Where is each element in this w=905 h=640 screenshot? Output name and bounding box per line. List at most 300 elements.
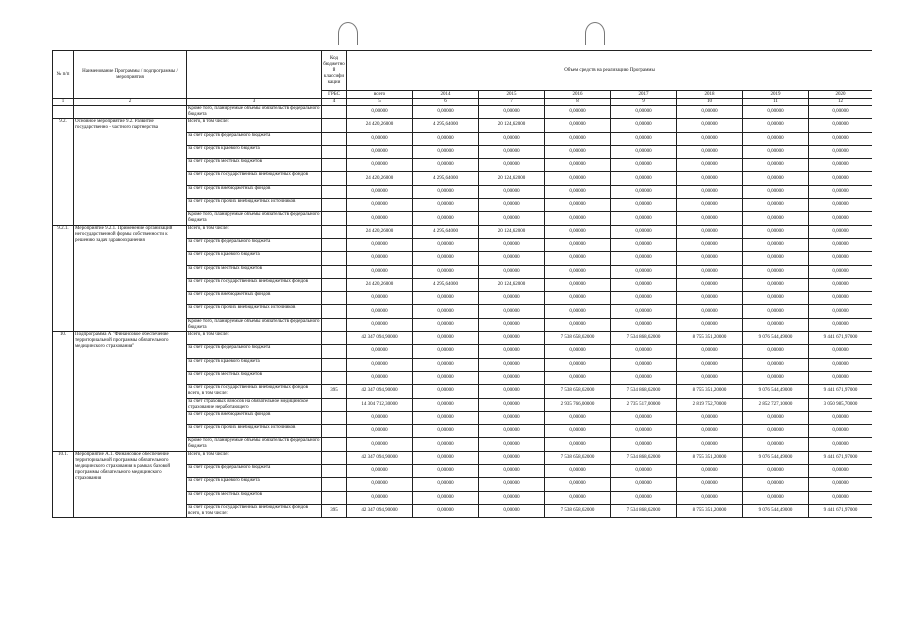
program-name: Основное мероприятие 9.2. Развитие государственно - частного партнерства xyxy=(74,119,187,225)
program-name xyxy=(74,106,187,119)
amount-year: 7 538 658,62000 xyxy=(545,332,611,345)
amount-year: 0,00000 xyxy=(479,385,545,398)
amount-year: 0,00000 xyxy=(677,212,743,225)
amount-year: 0,00000 xyxy=(611,212,677,225)
kbk-code xyxy=(322,358,347,371)
amount-year: 0,00000 xyxy=(413,345,479,358)
amount-year: 0,00000 xyxy=(545,172,611,185)
funding-source: Кроме того, планируемые объемы обязательств федерального бюджета xyxy=(188,212,320,224)
amount-year: 0,00000 xyxy=(479,145,545,158)
amount-year: 0,00000 xyxy=(677,292,743,305)
amount-year: 0,00000 xyxy=(611,358,677,371)
amount-total: 0,00000 xyxy=(347,132,413,145)
amount-year: 0,00000 xyxy=(611,438,677,451)
amount-year: 0,00000 xyxy=(413,451,479,464)
amount-year: 0,00000 xyxy=(677,132,743,145)
amount-year: 0,00000 xyxy=(413,265,479,278)
amount-year: 0,00000 xyxy=(743,145,809,158)
kbk-code xyxy=(322,465,347,478)
funding-source: за счет средств местных бюджетов xyxy=(187,159,322,172)
column-index: 8 xyxy=(545,99,611,106)
funding-source: за счет средств федерального бюджета xyxy=(187,465,322,478)
amount-year: 0,00000 xyxy=(611,159,677,172)
amount-year: 0,00000 xyxy=(809,252,873,265)
amount-year: 9 441 671,97000 xyxy=(809,385,873,398)
amount-year: 0,00000 xyxy=(611,225,677,238)
amount-year: 0,00000 xyxy=(611,371,677,384)
program-name: Мероприятие 9.2.1. Применение организаций негосударственной формы собственности к решению задач здравоохранения xyxy=(74,225,187,331)
amount-year: 3 050 985,70000 xyxy=(809,398,873,411)
amount-year: 0,00000 xyxy=(611,238,677,251)
kbk-code xyxy=(322,119,347,132)
header-volume: Объем средств на реализацию Программы xyxy=(347,51,873,91)
funding-source: за счет средств местных бюджетов xyxy=(187,371,322,384)
amount-year: 0,00000 xyxy=(545,225,611,238)
amount-year: 20 124,62000 xyxy=(479,172,545,185)
amount-year: 0,00000 xyxy=(413,371,479,384)
amount-year: 0,00000 xyxy=(479,159,545,172)
amount-year: 0,00000 xyxy=(545,465,611,478)
kbk-code xyxy=(322,398,347,411)
column-index: 9 xyxy=(611,99,677,106)
amount-year: 20 124,62000 xyxy=(479,225,545,238)
amount-year: 7 538 658,62000 xyxy=(545,451,611,464)
amount-year: 0,00000 xyxy=(545,305,611,318)
amount-year: 0,00000 xyxy=(479,478,545,491)
amount-total: 0,00000 xyxy=(347,358,413,371)
amount-year: 2 935 766,00000 xyxy=(545,398,611,411)
funding-source: за счет средств государственных внебюджетных фондов всего, в том числе: xyxy=(187,504,322,517)
amount-year: 0,00000 xyxy=(545,371,611,384)
header-year: 2015 xyxy=(479,91,545,99)
funding-source: Всего, в том числе: xyxy=(187,225,322,238)
amount-total: 0,00000 xyxy=(347,159,413,172)
amount-year: 0,00000 xyxy=(479,132,545,145)
amount-year: 0,00000 xyxy=(677,106,743,119)
amount-year: 0,00000 xyxy=(479,318,545,331)
kbk-code xyxy=(322,159,347,172)
column-index: 2 xyxy=(74,99,187,106)
amount-year: 0,00000 xyxy=(413,398,479,411)
amount-total: 0,00000 xyxy=(347,345,413,358)
amount-year: 0,00000 xyxy=(743,278,809,291)
amount-year: 0,00000 xyxy=(809,438,873,451)
amount-year: 8 755 351,20000 xyxy=(677,385,743,398)
amount-year: 0,00000 xyxy=(479,411,545,424)
scan-artifact xyxy=(585,22,605,45)
amount-year: 0,00000 xyxy=(677,371,743,384)
amount-year: 0,00000 xyxy=(809,199,873,212)
kbk-code xyxy=(322,305,347,318)
funding-source: за счет средств государственных внебюджетных фондов xyxy=(187,172,322,185)
amount-year: 0,00000 xyxy=(677,358,743,371)
kbk-code: 395 xyxy=(322,385,347,398)
kbk-code xyxy=(322,318,347,331)
amount-year: 0,00000 xyxy=(677,199,743,212)
amount-year: 0,00000 xyxy=(479,345,545,358)
amount-year: 0,00000 xyxy=(545,478,611,491)
funding-source: за счет средств местных бюджетов xyxy=(187,265,322,278)
amount-year: 0,00000 xyxy=(479,106,545,119)
amount-year: 0,00000 xyxy=(611,292,677,305)
kbk-code xyxy=(322,292,347,305)
amount-year: 0,00000 xyxy=(743,199,809,212)
amount-year: 0,00000 xyxy=(611,199,677,212)
amount-total: 24 420,26000 xyxy=(347,172,413,185)
amount-total: 0,00000 xyxy=(347,491,413,504)
amount-year: 2 735 517,00000 xyxy=(611,398,677,411)
amount-year: 0,00000 xyxy=(479,451,545,464)
funding-source: Кроме того, планируемые объемы обязательств федерального бюджета xyxy=(188,318,320,330)
amount-year: 0,00000 xyxy=(809,465,873,478)
amount-year: 0,00000 xyxy=(413,212,479,225)
amount-year: 0,00000 xyxy=(479,238,545,251)
amount-year: 7 538 658,62000 xyxy=(545,504,611,517)
amount-total: 42 347 094,90000 xyxy=(347,451,413,464)
row-number: 10.1. xyxy=(53,451,74,517)
amount-year: 0,00000 xyxy=(479,199,545,212)
amount-year: 0,00000 xyxy=(743,159,809,172)
amount-year: 4 295,64000 xyxy=(413,119,479,132)
funding-source: за счет средств федерального бюджета xyxy=(187,345,322,358)
table-row xyxy=(53,119,873,132)
column-index: 5 xyxy=(347,99,413,106)
amount-year: 7 534 868,62000 xyxy=(611,451,677,464)
amount-year: 0,00000 xyxy=(479,504,545,517)
column-index: 4 xyxy=(322,99,347,106)
amount-year: 0,00000 xyxy=(545,238,611,251)
amount-year: 0,00000 xyxy=(743,212,809,225)
amount-year: 0,00000 xyxy=(413,411,479,424)
amount-year: 0,00000 xyxy=(413,106,479,119)
amount-year: 0,00000 xyxy=(809,358,873,371)
amount-year: 0,00000 xyxy=(479,438,545,451)
amount-year: 9 076 544,49000 xyxy=(743,332,809,345)
amount-year: 0,00000 xyxy=(611,278,677,291)
kbk-code xyxy=(322,491,347,504)
amount-year: 0,00000 xyxy=(677,145,743,158)
program-name: Мероприятие А.1. Финансовое обеспечение территориальной программы обязательного медицинского страхования в рамках базовой программы обязательного медицинского страхования xyxy=(74,451,187,517)
funding-source: за счет средств прочих внебюджетных источников xyxy=(187,199,322,212)
amount-total: 0,00000 xyxy=(347,106,413,119)
amount-year: 0,00000 xyxy=(809,132,873,145)
amount-year: 0,00000 xyxy=(743,425,809,438)
header-source xyxy=(187,51,322,99)
amount-year: 0,00000 xyxy=(743,371,809,384)
amount-year: 0,00000 xyxy=(809,185,873,198)
amount-total: 24 420,26000 xyxy=(347,225,413,238)
amount-year: 0,00000 xyxy=(677,318,743,331)
amount-year: 0,00000 xyxy=(611,478,677,491)
amount-year: 0,00000 xyxy=(413,478,479,491)
amount-year: 0,00000 xyxy=(545,252,611,265)
amount-year: 0,00000 xyxy=(809,491,873,504)
amount-year: 9 441 671,97000 xyxy=(809,451,873,464)
header-name: Наименование Программы / подпрограммы / мероприятия xyxy=(74,51,187,99)
amount-total: 0,00000 xyxy=(347,438,413,451)
kbk-code xyxy=(322,278,347,291)
amount-year: 7 538 658,62000 xyxy=(545,385,611,398)
kbk-code xyxy=(322,411,347,424)
funding-source: Кроме того, планируемые объемы обязательств федерального бюджета xyxy=(188,106,320,117)
amount-year: 0,00000 xyxy=(611,185,677,198)
amount-year: 0,00000 xyxy=(413,159,479,172)
amount-year: 0,00000 xyxy=(479,425,545,438)
amount-year: 0,00000 xyxy=(479,465,545,478)
funding-source: Всего, в том числе: xyxy=(187,119,322,132)
kbk-code xyxy=(322,106,347,119)
amount-year: 0,00000 xyxy=(545,345,611,358)
amount-total: 0,00000 xyxy=(347,265,413,278)
amount-total: 0,00000 xyxy=(347,371,413,384)
amount-year: 0,00000 xyxy=(545,132,611,145)
amount-year: 0,00000 xyxy=(677,305,743,318)
amount-year: 0,00000 xyxy=(545,106,611,119)
amount-year: 4 295,64000 xyxy=(413,225,479,238)
amount-year: 0,00000 xyxy=(545,491,611,504)
amount-year: 0,00000 xyxy=(809,411,873,424)
amount-year: 7 534 868,62000 xyxy=(611,504,677,517)
amount-year: 0,00000 xyxy=(743,345,809,358)
amount-year: 0,00000 xyxy=(743,252,809,265)
amount-year: 0,00000 xyxy=(479,252,545,265)
document-sheet xyxy=(52,50,872,640)
amount-year: 0,00000 xyxy=(479,212,545,225)
row-number xyxy=(53,106,74,119)
header-kbk-sub: ГРБС xyxy=(322,91,347,99)
amount-year: 0,00000 xyxy=(809,225,873,238)
amount-year: 0,00000 xyxy=(413,425,479,438)
amount-year: 0,00000 xyxy=(677,265,743,278)
amount-year: 0,00000 xyxy=(611,252,677,265)
amount-year: 9 076 544,49000 xyxy=(743,504,809,517)
amount-year: 0,00000 xyxy=(677,438,743,451)
funding-source: Кроме того, планируемые объемы обязательств федерального бюджета xyxy=(188,438,320,450)
amount-year: 0,00000 xyxy=(743,185,809,198)
kbk-code xyxy=(322,332,347,345)
amount-year: 0,00000 xyxy=(677,278,743,291)
kbk-code xyxy=(322,345,347,358)
program-budget-table xyxy=(52,50,872,518)
amount-year: 0,00000 xyxy=(545,199,611,212)
amount-year: 0,00000 xyxy=(677,345,743,358)
amount-year: 0,00000 xyxy=(677,411,743,424)
amount-year: 0,00000 xyxy=(743,478,809,491)
amount-year: 0,00000 xyxy=(413,504,479,517)
amount-year: 0,00000 xyxy=(545,119,611,132)
amount-year: 0,00000 xyxy=(809,159,873,172)
amount-year: 0,00000 xyxy=(809,305,873,318)
kbk-code xyxy=(322,238,347,251)
amount-year: 0,00000 xyxy=(743,106,809,119)
amount-year: 0,00000 xyxy=(677,159,743,172)
amount-total: 42 347 094,90000 xyxy=(347,332,413,345)
amount-year: 0,00000 xyxy=(809,238,873,251)
funding-source: за счет средств государственных внебюджетных фондов всего, в том числе: xyxy=(187,385,322,398)
amount-year: 0,00000 xyxy=(743,358,809,371)
amount-year: 0,00000 xyxy=(413,199,479,212)
amount-total: 0,00000 xyxy=(347,305,413,318)
amount-year: 0,00000 xyxy=(413,145,479,158)
amount-total: 0,00000 xyxy=(347,318,413,331)
amount-year: 0,00000 xyxy=(413,252,479,265)
funding-source: за счет средств краевого бюджета xyxy=(187,145,322,158)
amount-year: 0,00000 xyxy=(413,238,479,251)
amount-year: 0,00000 xyxy=(545,265,611,278)
amount-year: 0,00000 xyxy=(743,491,809,504)
amount-total: 0,00000 xyxy=(347,212,413,225)
funding-source: за счет средств краевого бюджета xyxy=(187,252,322,265)
amount-year: 0,00000 xyxy=(611,106,677,119)
header-kbk: Код бюджетной классификации xyxy=(322,51,347,91)
amount-year: 0,00000 xyxy=(743,465,809,478)
amount-year: 0,00000 xyxy=(677,491,743,504)
amount-year: 4 295,64000 xyxy=(413,172,479,185)
amount-year: 0,00000 xyxy=(743,225,809,238)
header-year: 2016 xyxy=(545,91,611,99)
kbk-code xyxy=(322,371,347,384)
header-num: № п/п xyxy=(53,51,74,99)
amount-year: 0,00000 xyxy=(677,225,743,238)
amount-year: 0,00000 xyxy=(809,425,873,438)
amount-total: 0,00000 xyxy=(347,411,413,424)
amount-year: 0,00000 xyxy=(677,119,743,132)
amount-year: 0,00000 xyxy=(479,332,545,345)
amount-total: 0,00000 xyxy=(347,252,413,265)
amount-year: 0,00000 xyxy=(479,491,545,504)
amount-year: 0,00000 xyxy=(809,318,873,331)
amount-year: 9 076 544,49000 xyxy=(743,385,809,398)
amount-year: 0,00000 xyxy=(545,159,611,172)
kbk-code xyxy=(322,172,347,185)
amount-year: 0,00000 xyxy=(545,411,611,424)
amount-year: 0,00000 xyxy=(479,292,545,305)
table-row xyxy=(53,225,873,238)
header-year: 2017 xyxy=(611,91,677,99)
amount-year: 0,00000 xyxy=(545,212,611,225)
amount-year: 0,00000 xyxy=(743,119,809,132)
amount-year: 0,00000 xyxy=(743,305,809,318)
amount-year: 0,00000 xyxy=(413,318,479,331)
amount-year: 0,00000 xyxy=(677,185,743,198)
amount-year: 0,00000 xyxy=(809,292,873,305)
funding-source: за счет средств прочих внебюджетных источников xyxy=(187,305,322,318)
kbk-code xyxy=(322,212,347,225)
column-index: 6 xyxy=(413,99,479,106)
amount-year: 0,00000 xyxy=(413,132,479,145)
amount-year: 0,00000 xyxy=(413,292,479,305)
table-row xyxy=(53,332,873,345)
amount-year: 0,00000 xyxy=(413,491,479,504)
amount-total: 24 420,26000 xyxy=(347,278,413,291)
amount-year: 0,00000 xyxy=(545,292,611,305)
amount-year: 0,00000 xyxy=(413,358,479,371)
funding-source: за счет средств внебюджетных фондов xyxy=(187,292,322,305)
column-index: 7 xyxy=(479,99,545,106)
amount-year: 0,00000 xyxy=(743,238,809,251)
amount-year: 0,00000 xyxy=(545,358,611,371)
amount-year: 9 076 544,49000 xyxy=(743,451,809,464)
amount-year: 0,00000 xyxy=(809,119,873,132)
amount-year: 0,00000 xyxy=(479,358,545,371)
amount-year: 8 755 351,20000 xyxy=(677,504,743,517)
amount-year: 0,00000 xyxy=(611,318,677,331)
kbk-code xyxy=(322,478,347,491)
kbk-code xyxy=(322,252,347,265)
amount-total: 42 347 094,90000 xyxy=(347,504,413,517)
amount-year: 0,00000 xyxy=(677,425,743,438)
amount-year: 0,00000 xyxy=(611,305,677,318)
header-year: 2014 xyxy=(413,91,479,99)
amount-total: 24 420,26000 xyxy=(347,119,413,132)
amount-year: 0,00000 xyxy=(809,106,873,119)
kbk-code xyxy=(322,425,347,438)
amount-year: 0,00000 xyxy=(809,145,873,158)
amount-year: 20 124,62000 xyxy=(479,278,545,291)
amount-year: 0,00000 xyxy=(545,185,611,198)
amount-year: 0,00000 xyxy=(611,465,677,478)
header-year: 2020 xyxy=(809,91,873,99)
amount-year: 0,00000 xyxy=(479,305,545,318)
row-number: 9.2.1. xyxy=(53,225,74,331)
amount-year: 0,00000 xyxy=(545,425,611,438)
amount-year: 20 124,62000 xyxy=(479,119,545,132)
amount-year: 0,00000 xyxy=(809,278,873,291)
table-row xyxy=(53,106,873,119)
header-total: всего xyxy=(347,91,413,99)
funding-source: за счет средств местных бюджетов xyxy=(187,491,322,504)
amount-year: 7 534 868,62000 xyxy=(611,385,677,398)
amount-year: 0,00000 xyxy=(545,145,611,158)
amount-year: 0,00000 xyxy=(413,465,479,478)
amount-year: 0,00000 xyxy=(479,265,545,278)
header-year: 2019 xyxy=(743,91,809,99)
table-body xyxy=(53,106,873,518)
amount-year: 0,00000 xyxy=(413,305,479,318)
header-year: 2018 xyxy=(677,91,743,99)
amount-year: 0,00000 xyxy=(743,172,809,185)
amount-total: 14 304 712,30000 xyxy=(347,398,413,411)
amount-year: 0,00000 xyxy=(677,478,743,491)
row-number: 10. xyxy=(53,332,74,452)
funding-source: Всего, в том числе: xyxy=(187,451,322,464)
amount-year: 0,00000 xyxy=(809,345,873,358)
amount-year: 0,00000 xyxy=(545,318,611,331)
amount-year: 2 819 752,70000 xyxy=(677,398,743,411)
program-name: Подпрограмма А "Финансовое обеспечение территориальной программы обязательного медицинского страхования" xyxy=(74,332,187,452)
funding-source: за счет средств внебюджетных фондов xyxy=(187,411,322,424)
amount-year: 0,00000 xyxy=(743,411,809,424)
amount-year: 0,00000 xyxy=(611,132,677,145)
amount-year: 0,00000 xyxy=(677,238,743,251)
amount-year: 0,00000 xyxy=(545,278,611,291)
amount-total: 0,00000 xyxy=(347,199,413,212)
amount-year: 0,00000 xyxy=(611,425,677,438)
funding-source: за счет средств краевого бюджета xyxy=(187,358,322,371)
amount-year: 4 295,64000 xyxy=(413,278,479,291)
amount-year: 9 441 671,97000 xyxy=(809,332,873,345)
funding-source: за счет средств прочих внебюджетных источников xyxy=(187,425,322,438)
amount-year: 0,00000 xyxy=(809,265,873,278)
amount-total: 0,00000 xyxy=(347,185,413,198)
amount-year: 0,00000 xyxy=(611,345,677,358)
scan-artifact xyxy=(338,22,358,45)
funding-source: за счет средств внебюджетных фондов xyxy=(187,185,322,198)
amount-year: 0,00000 xyxy=(809,478,873,491)
amount-year: 0,00000 xyxy=(611,145,677,158)
amount-year: 0,00000 xyxy=(611,265,677,278)
row-number: 9.2. xyxy=(53,119,74,225)
